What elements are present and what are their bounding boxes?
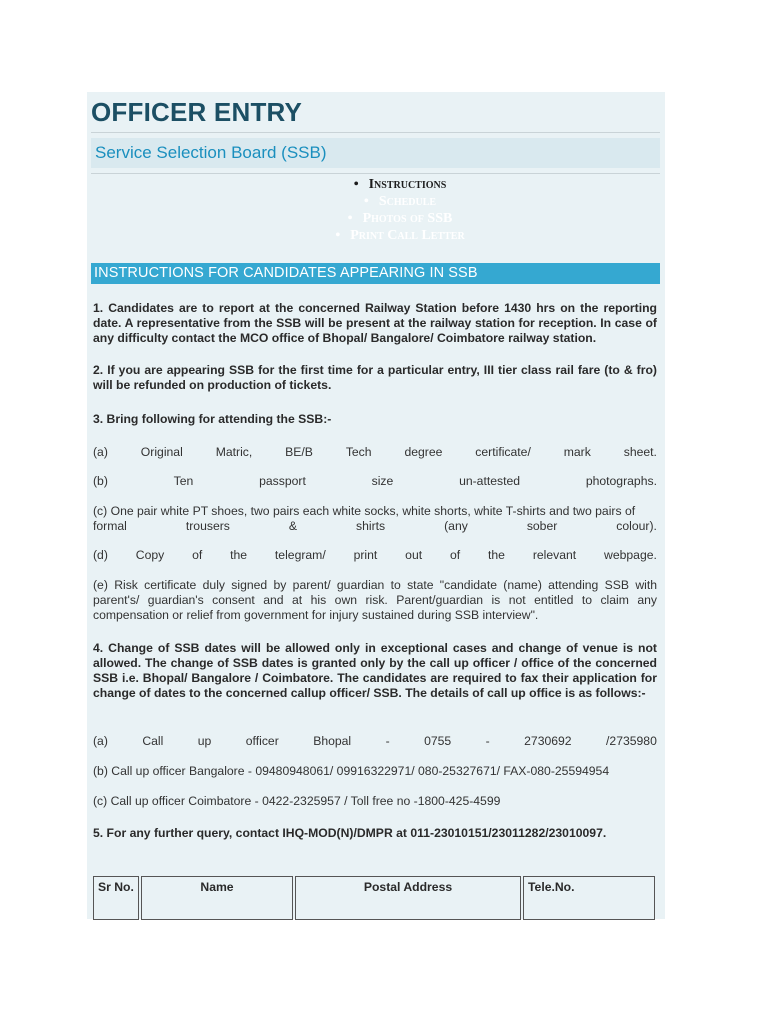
- word: of: [449, 548, 461, 562]
- bullet-icon: •: [353, 177, 359, 192]
- col-header-tele-no: Tele.No.: [523, 876, 655, 920]
- section-nav: [300, 176, 500, 244]
- call-up-bangalore: (b) Call up officer Bangalore - 09480948061/ 09916322971/ 080-25327671/ FAX-080-25594954: [93, 764, 610, 778]
- word: mark: [563, 445, 591, 459]
- nav-item-photos[interactable]: [300, 210, 500, 227]
- word: Copy: [135, 548, 165, 562]
- word: un-attested: [459, 474, 521, 488]
- contacts-table: [91, 874, 657, 922]
- section-title: INSTRUCTIONS FOR CANDIDATES APPEARING IN SSB: [94, 265, 478, 281]
- word: colour).: [616, 519, 657, 533]
- word: (b): [93, 474, 108, 488]
- nav-item-label: Photos of SSB: [362, 211, 453, 226]
- word: 2730692: [524, 734, 572, 748]
- word: -: [485, 734, 490, 748]
- word: relevant: [532, 548, 577, 562]
- word: certificate/: [475, 445, 531, 459]
- col-header-sr-no: Sr No.: [93, 876, 139, 920]
- instruction-5: 5. For any further query, contact IHQ-MOD(N)/DMPR at 011-23010151/23011282/23010097.: [93, 826, 607, 840]
- item-e: (e) Risk certificate duly signed by parent/ guardian to state "candidate (name) attending SSB with parent's/ guardian's consent and at his own risk. Parent/guardian is not entitled to claim any compensation or relief from government for injury sustained during SSB interview".: [93, 578, 657, 622]
- nav-item-label: Schedule: [378, 194, 437, 209]
- instruction-4: 4. Change of SSB dates will be allowed only in exceptional cases and change of venue is not allowed. The change of SSB dates is granted only by the call up officer / office of the concerned SSB i.e. Bhopal/ Bangalore / Coimbatore. The candidates are required to fax their application for change of dates to the concerned callup officer/ SSB. The details of call up office is as follows:-: [93, 641, 657, 700]
- word: BE/B: [285, 445, 313, 459]
- word: size: [371, 474, 394, 488]
- word: &: [288, 519, 298, 533]
- word: degree: [404, 445, 443, 459]
- instruction-3: 3. Bring following for attending the SSB:-: [93, 412, 332, 426]
- word: of: [192, 548, 203, 562]
- word: (a): [93, 734, 108, 748]
- page-title: OFFICER ENTRY: [91, 97, 303, 127]
- nav-item-schedule[interactable]: [300, 193, 500, 210]
- col-header-postal-address: Postal Address: [295, 876, 521, 920]
- instruction-2: 2. If you are appearing SSB for the first time for a particular entry, III tier class rail fare (to & fro) will be refunded on production of tickets.: [93, 363, 657, 392]
- word: passport: [259, 474, 306, 488]
- nav-item-print-call-letter[interactable]: [300, 227, 500, 244]
- word: sober: [526, 519, 558, 533]
- word: print: [353, 548, 378, 562]
- col-header-name: Name: [141, 876, 293, 920]
- table-header-row: [93, 876, 655, 920]
- subtitle-divider: [91, 173, 660, 174]
- item-c-line-2: [93, 519, 657, 534]
- page-subtitle: Service Selection Board (SSB): [95, 143, 327, 162]
- word: shirts: [356, 519, 386, 533]
- word: (a): [93, 445, 108, 459]
- instruction-1: 1. Candidates are to report at the concerned Railway Station before 1430 hrs on the reporting date. A representative from the SSB will be present at the railway station for reception. In case of any difficulty contact the MCO office of Bhopal/ Bangalore/ Coimbatore railway station.: [93, 301, 657, 345]
- word: telegram/: [274, 548, 326, 562]
- call-up-bhopal: [93, 734, 657, 749]
- word: Ten: [173, 474, 194, 488]
- word: (d): [93, 548, 108, 562]
- word: Call: [142, 734, 164, 748]
- word: the: [230, 548, 248, 562]
- word: webpage.: [604, 548, 657, 562]
- word: 0755: [424, 734, 452, 748]
- bullet-icon: •: [347, 211, 353, 226]
- nav-item-label: Instructions: [368, 177, 447, 192]
- word: Tech: [345, 445, 372, 459]
- item-a: [93, 445, 657, 460]
- word: Matric,: [215, 445, 253, 459]
- word: out: [405, 548, 423, 562]
- word: Bhopal: [313, 734, 352, 748]
- item-c-line-1: (c) One pair white PT shoes, two pairs each white socks, white shorts, white T-shirts and two pairs of: [93, 504, 636, 518]
- word: photographs.: [585, 474, 657, 488]
- word: the: [488, 548, 505, 562]
- nav-item-instructions[interactable]: [300, 176, 500, 193]
- nav-item-label: Print Call Letter: [350, 228, 465, 243]
- call-up-coimbatore: (c) Call up officer Coimbatore - 0422-2325957 / Toll free no -1800-425-4599: [93, 794, 501, 808]
- word: up: [197, 734, 212, 748]
- item-b: [93, 474, 657, 489]
- word: /2735980: [606, 734, 657, 748]
- word: Original: [140, 445, 183, 459]
- word: (any: [444, 519, 468, 533]
- word: officer: [245, 734, 279, 748]
- item-d: [93, 548, 657, 563]
- word: trousers: [185, 519, 230, 533]
- bullet-icon: •: [363, 194, 369, 209]
- bullet-icon: •: [335, 228, 341, 243]
- word: -: [385, 734, 390, 748]
- word: formal: [93, 519, 127, 533]
- title-divider: [91, 132, 660, 133]
- word: sheet.: [623, 445, 657, 459]
